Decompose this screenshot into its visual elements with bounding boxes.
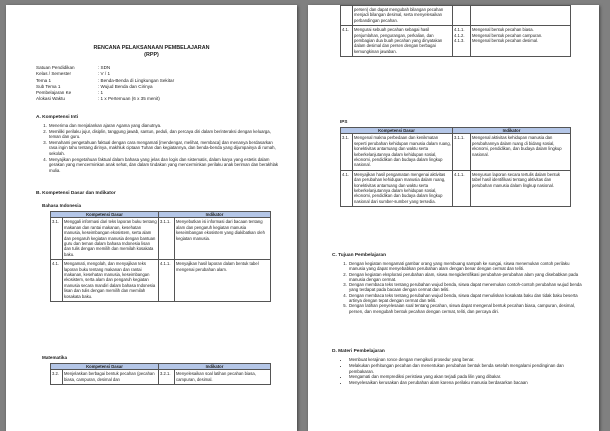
indicator-text: Mengenal bentuk pecahan biasa. <box>472 27 534 33</box>
kompetensi-inti-list <box>40 123 280 173</box>
indicator-number <box>453 6 471 26</box>
column-header-indikator: Indikator <box>159 212 271 218</box>
kd-number: 3.1. <box>341 134 353 170</box>
kd-text: Menjelaskan berbagai bentuk pecahan (pecahan biasa, campuran, desimal dan <box>63 370 159 385</box>
table-row <box>51 370 271 385</box>
indicator-text: Menyajikan hasil laporan dalam bentuk tabel mengenai perubahan alam. <box>175 260 271 302</box>
list-item: • Menyelesaikan kerusakan dan perubahan alam karena perilaku manusia berdasarkan bacaan <box>349 380 585 386</box>
indicator-text: Menyelesaikan soal latihan pecahan biasa, campuran, desimal. <box>175 370 271 385</box>
identity-key: Sub Tema 1 <box>36 83 61 89</box>
document-page-2 <box>308 5 599 431</box>
identity-block <box>36 65 174 103</box>
indicator-text: Menyusun laporan secara tertulis dalam bentuk tabel hasil identifikasi tentang aktivitas dan perubahan manusia dalam lingkup nasional. <box>471 170 571 206</box>
kd-number <box>341 6 353 26</box>
indicator-number-cell <box>453 26 471 57</box>
indicator-number: 4.1.1. <box>454 27 465 33</box>
matematika-table-continued <box>340 5 571 57</box>
identity-value: : Wujud Benda dan Cirinya <box>98 83 153 89</box>
list-item: 5. Dengan latihan penyelesaian soal tentang pecahan, siswa dapat mengenal bentuk pecahan biasa, campuran, desimal, persen, dan mengubah bentuk pecahan dengan cermat, teliti, dan percaya diri. <box>348 303 584 314</box>
indicator-number: 4.1.1. <box>453 170 471 206</box>
kd-text: Mengenal makna perbedaan dan kenikmatan seperti perubahan kehidupan manusia dalam ruang, konektivitas antarruang dan waktu serta keberkelanjutannya dalam kehidupan sosial, ekonomi, pendidikan dan budaya dalam lingkup nasional. <box>353 134 453 170</box>
indicator-number: 4.1.2. <box>454 32 465 38</box>
column-header-kd: Kompetensi Dasar <box>51 212 159 218</box>
identity-value: : 1 <box>98 90 104 96</box>
document-title <box>6 45 297 59</box>
identity-value: : Benda-Benda di Lingkungan Sekitar <box>98 77 175 83</box>
list-item: 2. Dengan kegiatan eksplorasi perubahan alam, siswa mengidentifikasi perubahan-perubahan alam yang disebabkan pada manusia dengan cermat. <box>348 272 584 283</box>
kd-text: Mengamati, mengolah, dan menyajikan teks laporan buku tentang makanan dan rantai makanan, kesehatan manusia, keseimbangan ekosistem, serta alam dan pengaruh kegiatan manusia secara mandiri dalam bahasa Indonesia lisan dan tulis dengan memilih dan memilah kosakata baku. <box>63 260 159 302</box>
kd-number: 4.1. <box>341 170 353 206</box>
indicator-text: Mengenal aktivitas kehidupan manusia dan perubahannya dalam ruang di bidang sosial, ekonomi, pendidikan, dan budaya dalam lingkup nasional. <box>471 134 571 170</box>
list-item: 4. Menyajikan pengetahuan faktual dalam bahasa yang jelas dan logis dan sistematis, dalam karya yang estetis dalam gerakan yang mencerminkan anak sehat, dan dalam tindakan yang mencerminkan perilaku anak beriman dan berakhlak mulia. <box>48 157 280 174</box>
identity-key: Tema 1 <box>36 77 52 83</box>
identity-value: : 1 x Pertemuan (6 x 35 menit) <box>98 96 160 102</box>
matematika-table <box>50 363 271 385</box>
table-row <box>341 6 571 26</box>
table-row <box>51 218 271 260</box>
kd-text: Mengurai sebuah pecahan sebagai hasil penjumlahan, pengurangan, perkalian, dan pembagian dua buah pecahan yang dinyatakan dalam desimal dan persen dengan berbagai kemungkinan jawaban. <box>353 26 453 57</box>
list-item: • Mengamati dan memprediksi peristiwa yang akan terjadi pada lilin yang dibakar. <box>349 374 585 380</box>
list-item: 1. Menerima dan menjalankan ajaran Agama yang dianutnya. <box>48 123 280 129</box>
identity-key: Pembelajaran Ke <box>36 90 72 96</box>
document-page-1 <box>6 5 297 431</box>
subject-label-matematika: Matematika <box>42 355 68 360</box>
indicator-text: Mengenal bentuk pecahan campuran. <box>472 32 543 38</box>
materi-pembelajaran-list <box>340 357 585 386</box>
list-item: 4. Dengan membaca teks tentang perubahan wujud benda, siswa dapat menuliskan kosakata baku dan tidak baku beserta artinya dengan tepat dengan cermat dan teliti. <box>348 293 584 304</box>
list-item: • Melakukan perhitungan pecahan dan menentukan perubahan bentuk benda setelah mengalami pendinginan dan pembakaran. <box>349 363 585 375</box>
kd-text: Menyajikan hasil pengamatan mengenai aktivitas dan perubahan kehidupan manusia dalam ruang, konektivitas antarruang dan waktu serta keberkelanjutannya dalam kehidupan sosial, ekonomi, pendidikan dan budaya dalam lingkup nasional dari sumber-sumber yang tersedia. <box>353 170 453 206</box>
ips-table <box>340 127 571 207</box>
list-item: 3. Memahami pengetahuan faktual dengan cara mengamati [mendengar, melihat, membaca] dan menanya berdasarkan rasa ingin tahu tentang dirinya, makhluk ciptaan Tuhan dan kegiatannya, dan benda-benda yang dijumpainya di rumah, sekolah. <box>48 140 280 157</box>
section-d-heading: D. Materi Pembelajaran <box>332 349 385 354</box>
kd-number: 4.1. <box>341 26 353 57</box>
kd-text: Menggali informasi dari teks laporan buku tentang makanan dan rantai makanan, kesehatan manusia, keseimbangan ekosistem, serta alam dan pengaruh kegiatan manusia dengan bantuan guru dan teman dalam bahasa Indonesia lisan dan tulis dengan memilih dan memilah kosakata baku. <box>63 218 159 260</box>
section-a-heading: A. Kompetensi Inti <box>36 115 79 120</box>
list-item: 1. Dengan kegiatan mengamati gambar orang yang membuang sampah ke sungai, siswa menemukan contoh perilaku manusia yang dapat menyebabkan perubahan alam dengan benar dengan cermat dan teliti. <box>348 261 584 272</box>
kd-text: persen) dan dapat mengubah bilangan pecahan menjadi bilangan desimal, serta menyelesaikan perbandingan pecahan. <box>353 6 453 26</box>
subject-label-ips: IPS <box>340 119 348 124</box>
identity-value: : SDN <box>98 65 111 70</box>
kd-number: 3.1. <box>51 218 63 260</box>
list-item: • Membuat kerajinan ronce dengan mengikuti prosedur yang benar. <box>349 357 585 363</box>
indicator-text <box>471 6 571 26</box>
indicator-text: Mengenal bentuk pecahan desimal. <box>472 38 539 44</box>
indicator-number: 3.1.1. <box>453 134 471 170</box>
identity-row <box>36 96 174 102</box>
doc-subtitle-line: (RPP) <box>144 52 159 58</box>
list-item: 2. Memiliki perilaku jujur, disiplin, tanggung jawab, santun, peduli, dan percaya diri dalam berinteraksi dengan keluarga, teman dan guru. <box>48 129 280 140</box>
table-row <box>341 134 571 170</box>
subject-label-bahasa-indonesia: Bahasa Indonesia <box>42 203 82 208</box>
kd-number: 4.1. <box>51 260 63 302</box>
identity-key: Alokasi Waktu <box>36 96 65 102</box>
column-header-indikator: Indikator <box>453 128 571 134</box>
indicator-number: 3.2.1. <box>159 370 175 385</box>
indicator-number: 4.1.3. <box>454 38 465 44</box>
bahasa-indonesia-table <box>50 211 271 302</box>
kd-number: 3.2. <box>51 370 63 385</box>
section-c-heading: C. Tujuan Pembelajaran <box>332 253 387 258</box>
table-row <box>341 26 571 57</box>
column-header-indikator: Indikator <box>159 364 271 370</box>
list-item: 3. Dengan membaca teks tentang perubahan wujud benda, siswa dapat menemukan contoh-contoh perubahan wujud benda yang terdapat pada bacaan dengan cermat dan teliti. <box>348 282 584 293</box>
indicator-text-cell <box>471 26 571 57</box>
table-row <box>51 260 271 302</box>
identity-value: : V / 1 <box>98 71 111 77</box>
indicator-text: Menyebutkan isi informasi dari bacaan tentang alam dan pengaruh kegiatan manusia keseimbangan ekosistem yang diakibatkan oleh kegiatan manusia. <box>175 218 271 260</box>
indicator-number: 3.1.1. <box>159 218 175 260</box>
table-row <box>341 170 571 206</box>
tujuan-pembelajaran-list <box>340 261 584 314</box>
identity-key: Satuan Pendidikan <box>36 65 75 70</box>
identity-key: Kelas / Semester <box>36 71 71 77</box>
indicator-number: 4.1.1. <box>159 260 175 302</box>
column-header-kd: Kompetensi Dasar <box>341 128 453 134</box>
column-header-kd: Kompetensi Dasar <box>51 364 159 370</box>
doc-title-line: RENCANA PELAKSANAAN PEMBELAJARAN <box>93 45 210 51</box>
section-b-heading: B. Kompetensi Dasar dan Indikator <box>36 191 116 196</box>
